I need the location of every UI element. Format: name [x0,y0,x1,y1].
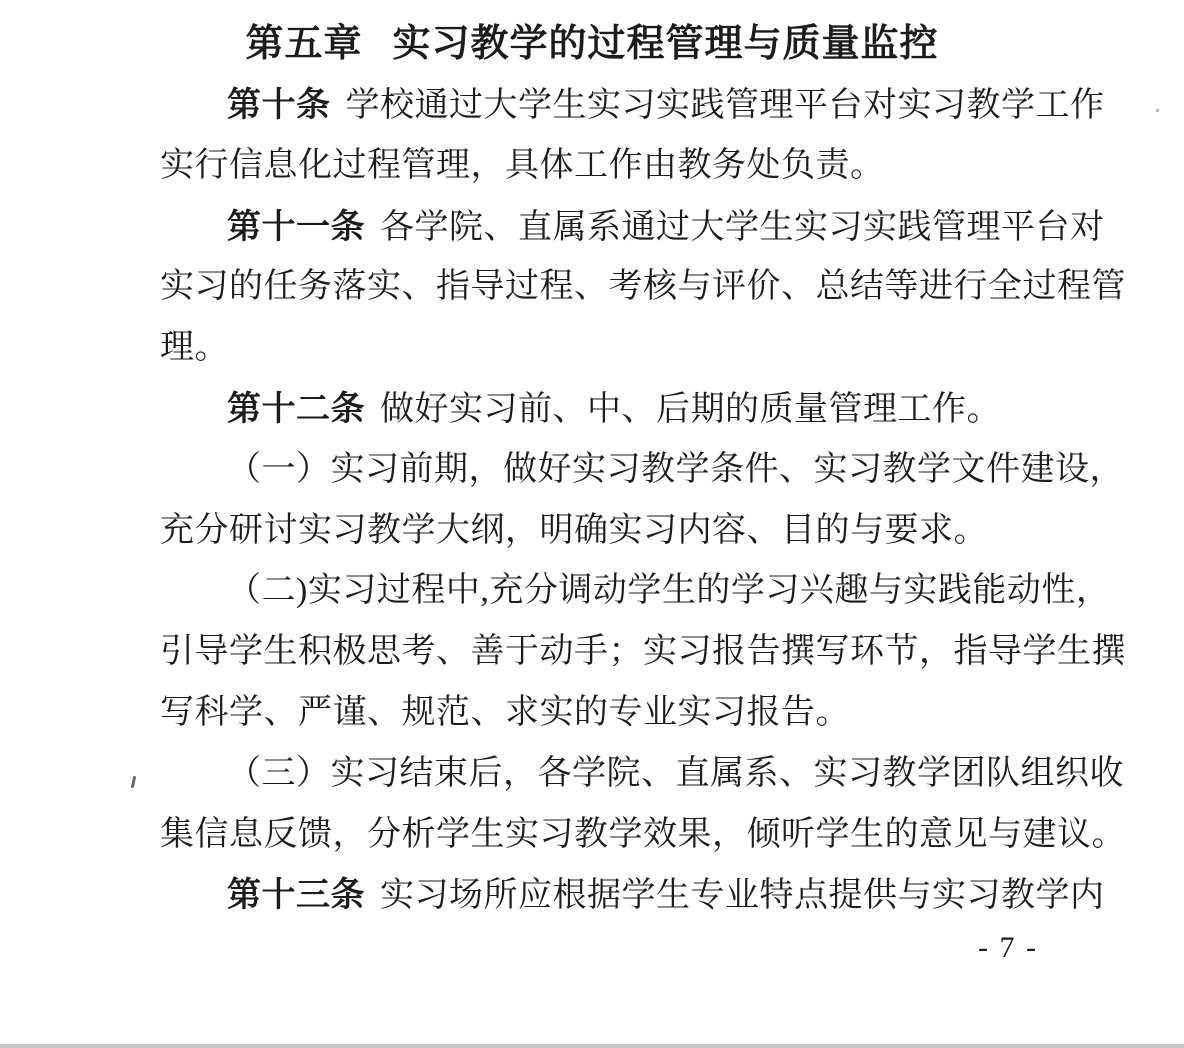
paragraph-line [160,257,1135,318]
paragraph-line [160,865,1135,926]
page-bottom-edge [0,1044,1184,1048]
line-text: （二)实习过程中,充分调动学生的学习兴趣与实践能动性， [227,572,1111,610]
paragraph-line [160,379,1135,440]
article-label: 第十一条 [227,207,365,246]
line-text: 各学院、直属系通过大学生实习实践管理平台对 [380,208,1105,246]
paragraph-line [160,197,1135,258]
line-text: 引导学生积极思考、善于动手；实习报告撰写环节，指导学生撰 [160,633,1126,671]
document-body [160,75,1135,926]
paragraph-line [160,622,1135,683]
line-text: 理。 [160,329,229,367]
chapter-number: 第五章 [245,23,363,65]
line-text: 实习场所应根据学生专业特点提供与实习教学内 [380,877,1105,915]
paragraph-line [160,744,1135,805]
paragraph-line [160,683,1135,744]
chapter-title [0,16,1184,72]
line-text: 充分研讨实习教学大纲，明确实习内容、目的与要求。 [160,511,988,549]
paragraph-line [160,805,1135,866]
line-text: 实习的任务落实、指导过程、考核与评价、总结等进行全过程管 [160,268,1126,306]
line-text: 集信息反馈，分析学生实习教学效果，倾听学生的意见与建议。 [160,815,1126,853]
article-label: 第十三条 [227,876,365,915]
scan-artifact-speck [1156,109,1159,112]
scan-artifact-mark [131,776,136,788]
paragraph-line [160,501,1135,562]
paragraph-line [160,75,1135,136]
paragraph-line [160,136,1135,197]
paragraph-line [160,561,1135,622]
paragraph-line [160,318,1135,379]
line-text: （一）实习前期，做好实习教学条件、实习教学文件建设， [227,450,1124,488]
paragraph-line [160,440,1135,501]
chapter-title-text: 实习教学的过程管理与质量监控 [392,23,939,65]
line-text: 写科学、严谨、规范、求实的专业实习报告。 [160,693,850,731]
line-text: 实行信息化过程管理，具体工作由教务处负责。 [160,146,885,184]
line-text: （三）实习结束后，各学院、直属系、实习教学团队组织收 [227,754,1124,792]
article-label: 第十条 [227,86,331,124]
page-number: - 7 - [978,931,1038,964]
article-label: 第十二条 [227,389,365,428]
line-text: 做好实习前、中、后期的质量管理工作。 [380,390,1001,428]
line-text: 学校通过大学生实习实践管理平台对实习教学工作 [345,87,1105,124]
